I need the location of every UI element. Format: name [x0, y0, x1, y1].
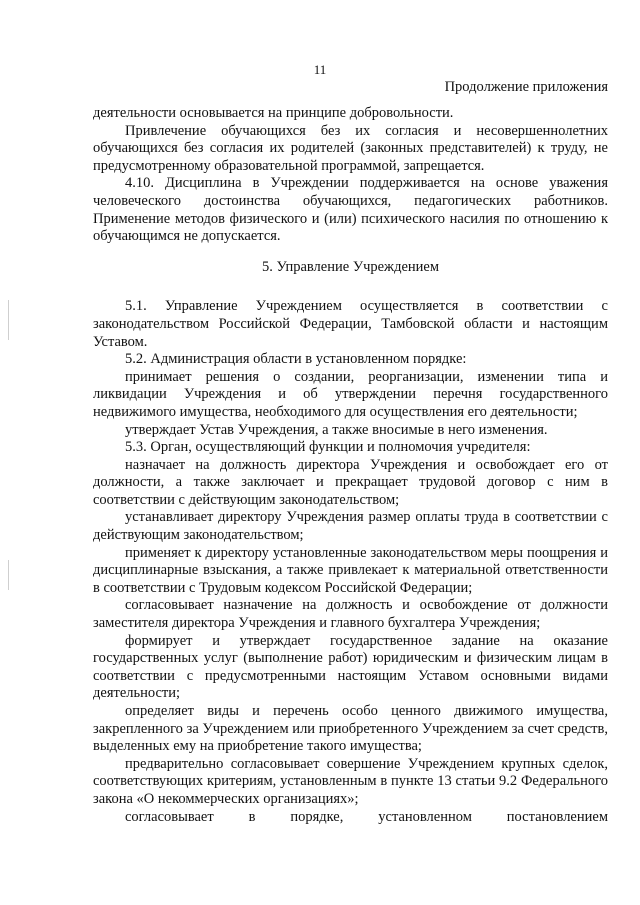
paragraph: 5.1. Управление Учреждением осуществляется в соответствии с законодательством Российской Федерации, Тамбовской области и настоящим Уставом. [93, 298, 608, 350]
continuation-note: Продолжение приложения [444, 79, 608, 95]
paragraph: Привлечение обучающихся без их согласия и несовершеннолетних обучающихся без согласия их родителей (законных представителей) к труду, не предусмотренному образовательной программой, запрещается. [93, 122, 608, 174]
paragraph: формирует и утверждает государственное задание на оказание государственных услуг (выполнение работ) юридическим и физическим лицам в соответствии с предусмотренными настоящим Уставом основными видами деятельности; [93, 632, 608, 702]
page-number: 11 [313, 62, 327, 77]
paragraph: определяет виды и перечень особо ценного движимого имущества, закрепленного за Учреждением или приобретенного Учреждением за счет средств, выделенных ему на приобретение такого имущества; [93, 703, 608, 755]
paragraph: устанавливает директору Учреждения размер оплаты труда в соответствии с действующим законодательством; [93, 509, 608, 544]
paragraph: согласовывает назначение на должность и освобождение от должности заместителя директора Учреждения и главного бухгалтера Учреждения; [93, 597, 608, 632]
paragraph: назначает на должность директора Учреждения и освобождает его от должности, а также заключает и прекращает трудовой договор с ним в соответствии с действующим законодательством; [93, 456, 608, 508]
paragraph: 5.3. Орган, осуществляющий функции и полномочия учредителя: [125, 439, 531, 456]
paragraph: применяет к директору установленные законодательством меры поощрения и дисциплинарные взыскания, а также привлекает к материальной ответственности в соответствии с Трудовым кодексом Российской Федерации; [93, 544, 608, 596]
paragraph: предварительно согласовывает совершение Учреждением крупных сделок, соответствующих критериям, установленным в пункте 13 статьи 9.2 Федерального закона «О некоммерческих организациях»; [93, 755, 608, 807]
scan-edge-mark [8, 560, 9, 590]
paragraph: 5.2. Администрация области в установленном порядке: [125, 351, 467, 368]
scan-edge-mark [8, 300, 9, 340]
paragraph: деятельности основывается на принципе добровольности. [93, 105, 454, 121]
paragraph: 4.10. Дисциплина в Учреждении поддерживается на основе уважения человеческого достоинства обучающихся, педагогических работников. Применение методов физического и (или) психического насилия по отношению к обучающимся не допускается. [93, 175, 608, 245]
paragraph: принимает решения о создании, реорганизации, изменении типа и ликвидации Учреждения и об утверждении перечня государственного недвижимого имущества, необходимого для осуществления его деятельности; [93, 368, 608, 420]
document-body [93, 105, 608, 826]
section-heading: 5. Управление Учреждением [261, 258, 440, 275]
paragraph: утверждает Устав Учреждения, а также вносимые в него изменения. [125, 421, 548, 438]
paragraph: согласовывает в порядке, установленном постановлением [125, 808, 608, 825]
